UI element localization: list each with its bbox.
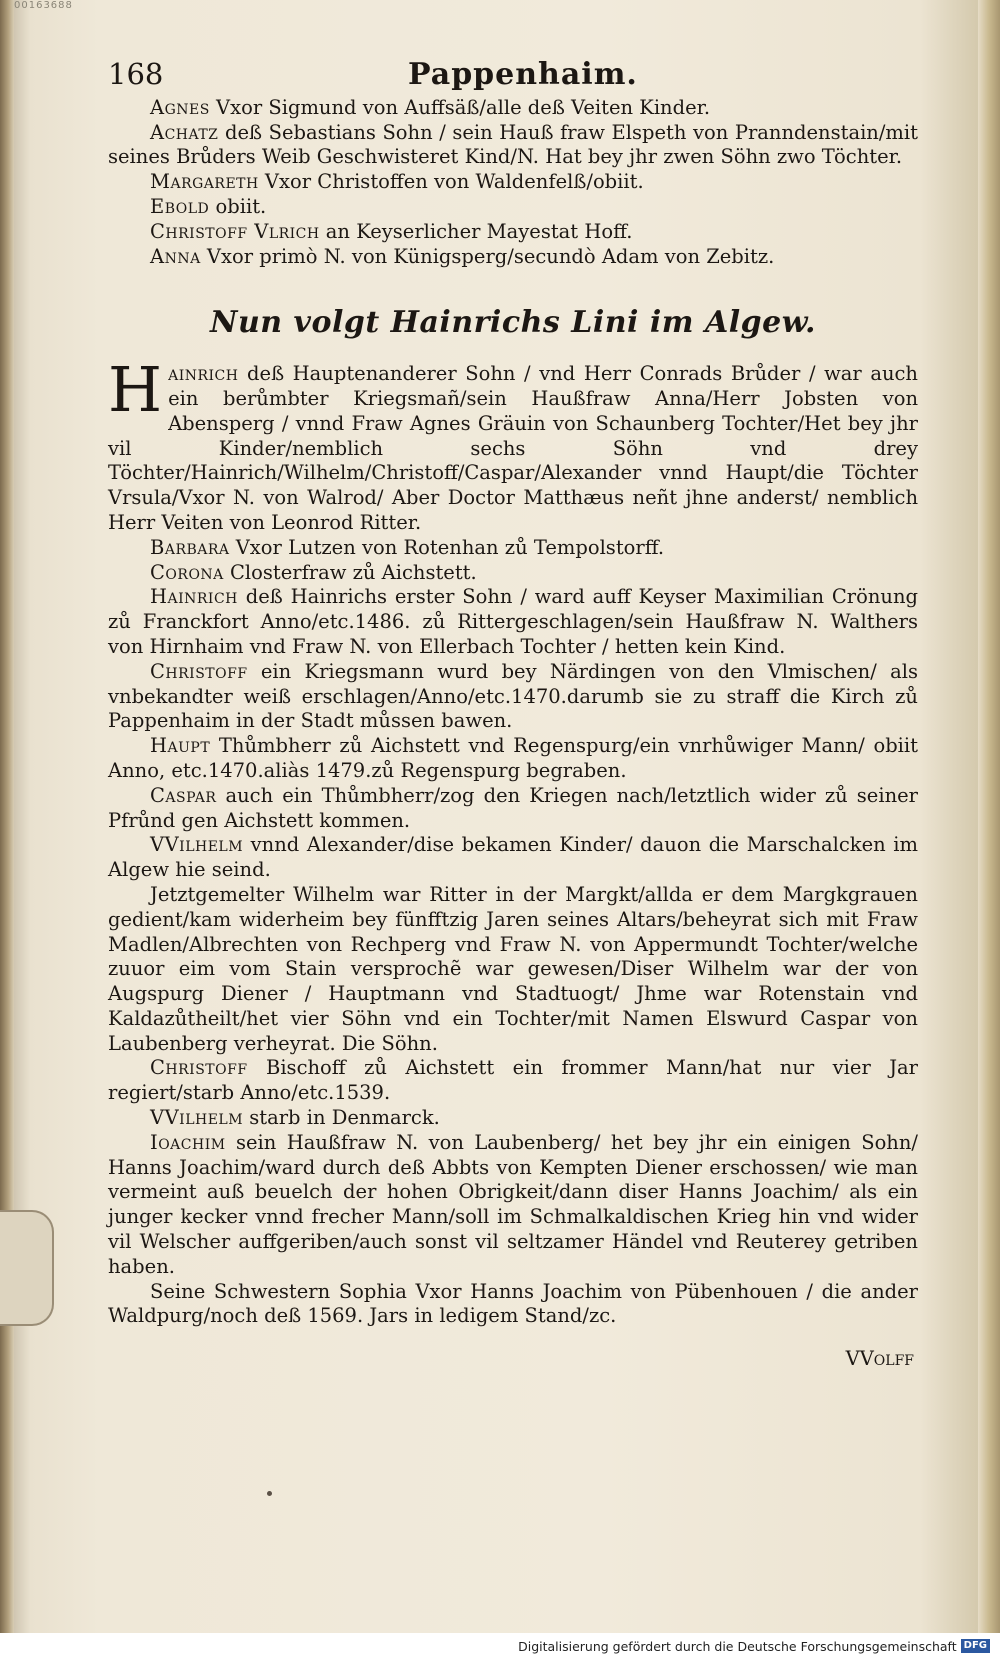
page-number: 168 — [108, 57, 164, 91]
entry — [108, 96, 918, 121]
entry — [108, 220, 918, 245]
section-heading: Nun volgt Hainrichs Lini im Algew. — [210, 305, 816, 341]
entry-text: sein Haußfraw N. von Laubenberg/ het bey jhr ein einigen Sohn/ Hanns Joachim/ward durch deß Abbts von Kempten Diener erschossen/ wie man vermeint auß beuelch der hohen Obrigkeit/dann diser Hanns Joachim/ als ein junger kecker vnnd frecher Mann/soll im Schmalkaldischen Krieg hin vnd wider vil Welscher auffgeriben/auch sonst vil seltzamer Händel vnd Reuterey getriben haben. — [108, 1130, 918, 1278]
entry-text: starb in Denmarck. — [243, 1106, 440, 1130]
main-paragraph — [108, 353, 918, 536]
entry — [108, 784, 918, 834]
entry-text: Bischoff zů Aichstett ein frommer Mann/hat nur vier Jar regiert/starb Anno/etc.1539. — [108, 1056, 918, 1105]
entry — [108, 245, 918, 270]
entry — [108, 121, 918, 171]
entry-name: Corona — [150, 560, 224, 584]
entry-name: Margareth — [150, 170, 259, 194]
entry-name: Anna — [150, 244, 201, 268]
entry-name: ainrich — [168, 362, 239, 386]
entry — [108, 734, 918, 784]
entry-text: vnnd Alexander/dise bekamen Kinder/ dauon die Marschalcken im Algew hie seind. — [108, 833, 918, 882]
book-spine — [0, 0, 14, 1659]
entry-text: Thůmbherr zů Aichstett vnd Regenspurg/ein vnrhůwiger Mann/ obiit Anno, etc.1470.aliàs 1479.zů Regenspurg begraben. — [108, 734, 918, 782]
entry — [108, 170, 918, 195]
entry-text: obiit. — [209, 194, 267, 218]
entry-name: Agnes — [150, 95, 210, 119]
entry-name: Ebold — [150, 194, 210, 218]
entry-text: deß Hauptenanderer Sohn / vnd Herr Conrads Brůder / war auch ein berůmbter Kriegsmañ/sein Haußfraw Anna/Herr Jobsten von Abensperg / vnnd Fraw Agnes Gräuin von Schaunberg Tochter/Het bey jhr vil Kinder/nemblich sechs Söhn vnd drey Töchter/Hainrich/Wilhelm/Christoff/Caspar/Alexander vnnd Haupt/die Töchter Vrsula/Vxor N. von Walrod/ Aber Doctor Matthæus neñt jhne anderst/ nemblich Herr Veiten von Leonrod Ritter. — [108, 362, 918, 534]
entry-text: Vxor Sigmund von Auffsäß/alle deß Veiten Kinder. — [209, 95, 711, 119]
entry — [108, 1056, 918, 1106]
ink-dot — [267, 1491, 272, 1496]
entry-text: Vxor primò N. von Künigsperg/secundò Adam von Zebitz. — [200, 244, 775, 268]
catalog-id: 00163688 — [14, 0, 73, 11]
entry-name: Achatz — [150, 120, 219, 144]
entry-text: deß Sebastians Sohn / sein Hauß fraw Elspeth von Pranndenstain/mit seines Brůders Weib Geschwisteret Kind/N. Hat bey jhr zwen Söhn zwo Töchter. — [108, 120, 918, 169]
entry — [108, 195, 918, 220]
entry-text: deß Hainrichs erster Sohn / ward auff Keyser Maximilian Crönung zů Franckfort Anno/etc.1486. zů Rittergeschlagen/sein Haußfraw N. Walthers von Hirnhaim vnd Fraw N. von Ellerbach Tochter / hetten kein Kind. — [108, 585, 918, 658]
entry-text: Vxor Lutzen von Rotenhan zů Tempolstorff. — [229, 535, 665, 559]
drop-cap: H — [108, 353, 163, 427]
entry — [108, 833, 918, 883]
lower-entries — [108, 536, 918, 883]
entry-name: Barbara — [150, 535, 230, 559]
closing-paragraph: Seine Schwestern Sophia Vxor Hanns Joachim von Pübenhouen / die ander Waldpurg/noch deß 1569. Jars in ledigem Stand/zc. — [108, 1279, 918, 1328]
top-entries — [108, 96, 918, 270]
page-edge — [978, 0, 1000, 1659]
entry-text: Closterfraw zů Aichstett. — [223, 560, 477, 584]
entry — [108, 1106, 918, 1131]
footer-bar — [0, 1633, 1000, 1659]
entry-name: VVilhelm — [150, 1106, 244, 1130]
entry — [108, 536, 918, 561]
entry — [108, 585, 918, 659]
entry-name: Hainrich — [150, 585, 238, 609]
bookmark-tab — [0, 1210, 54, 1326]
entry-text: auch ein Thůmbherr/zog den Kriegen nach/letztlich wider zů seiner Pfrůnd gen Aichstett kommen. — [108, 783, 918, 832]
son-entries — [108, 1056, 918, 1279]
wilhelm-paragraph: Jetztgemelter Wilhelm war Ritter in der Margkt/allda er dem Margkgrauen gedient/kam widerheim bey fünfftzig Jaren seines Altars/beheyrat sich mit Fraw Madlen/Albrechten von Rechperg vnd Fraw N. von Appermundt Tochter/welche zuuor eim vom Stain versprochẽ war gewesen/Diser Wilhelm war der von Augspurg Diener / Hauptmann vnd Stadtuogt/ Jhme war Rotenstain vnd Kaldazůtheilt/het vier Söhn vnd ein Tochter/mit Namen Elswurd Caspar von Laubenberg verheyrat. Die Söhn. — [108, 882, 918, 1055]
running-head — [108, 57, 918, 92]
entry-text: an Keyserlicher Mayestat Hoff. — [319, 219, 633, 243]
running-title: Pappenhaim. — [408, 57, 638, 92]
entry-name: Christoff Vlrich — [150, 219, 320, 243]
entry-text: Vxor Christoffen von Waldenfelß/obiit. — [258, 170, 644, 194]
entry-text: ein Kriegsmann wurd bey Närdingen von den Vlmischen/ als vnbekandter weiß erschlagen/Anno/etc.1470.darumb sie zu straff die Kirch zů Pappenhaim in der Stadt můssen bawen. — [108, 659, 918, 733]
catchword: VVolff — [845, 1347, 914, 1371]
entry — [108, 1131, 918, 1280]
entry-name: Haupt — [150, 734, 211, 758]
entry-name: Christoff — [150, 659, 248, 683]
entry — [108, 660, 918, 734]
footer-credit: Digitalisierung gefördert durch die Deutsche Forschungsgemeinschaft — [518, 1638, 957, 1654]
entry-name: VVilhelm — [150, 833, 244, 857]
entry-name: Caspar — [150, 783, 217, 807]
entry-name: Christoff — [150, 1056, 248, 1080]
entry — [108, 561, 918, 586]
entry-name: Ioachim — [150, 1130, 226, 1154]
page-text — [108, 57, 918, 1372]
dfg-logo: DFG — [961, 1639, 990, 1653]
